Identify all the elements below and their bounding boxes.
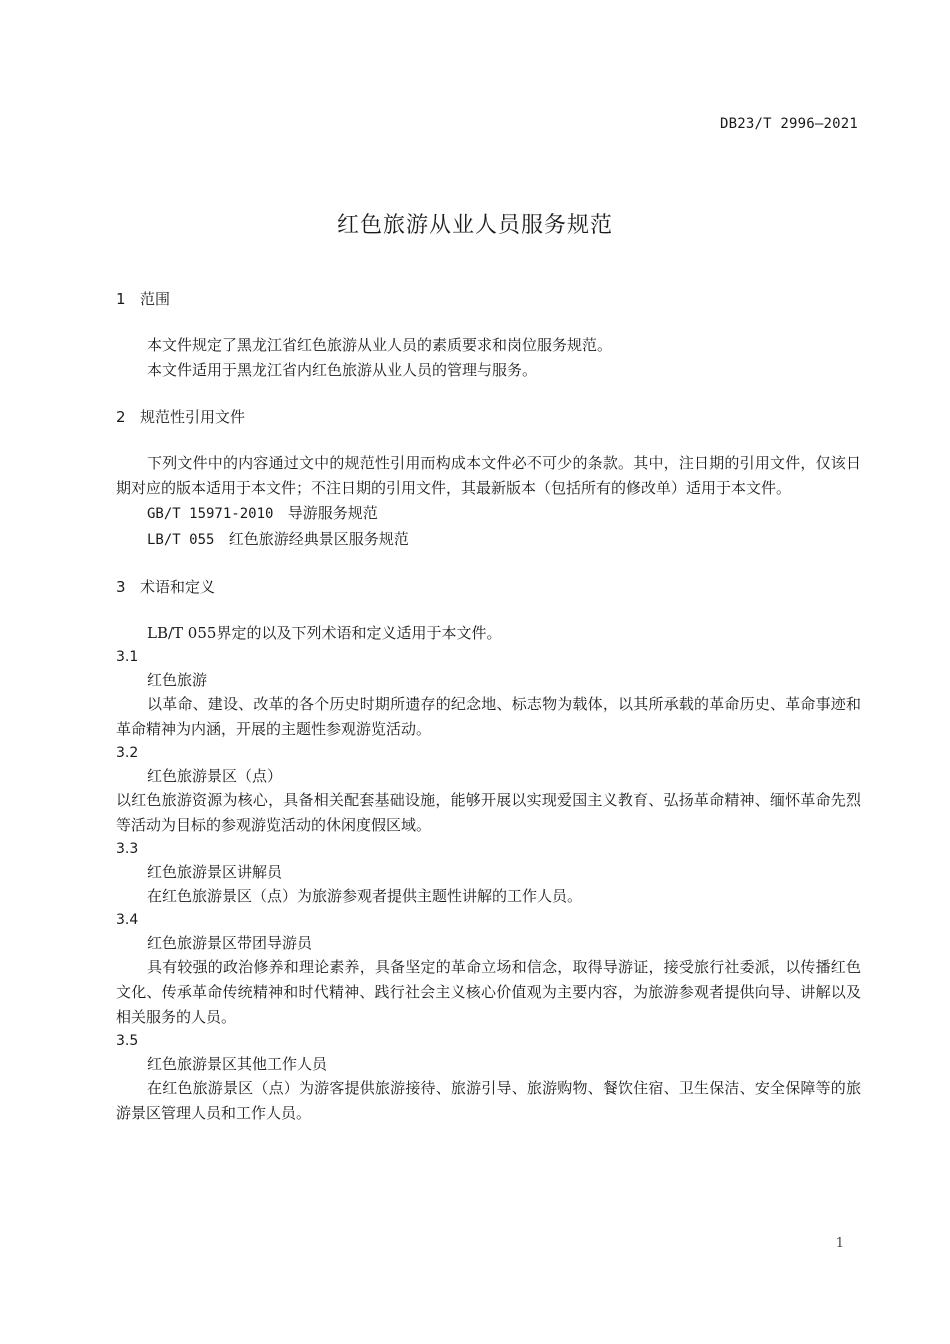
term-name: 红色旅游景区讲解员 <box>147 863 283 881</box>
term-definition: 以革命、建设、改革的各个历史时期所遗存的纪念地、标志物为载体，以其所承载的革命历史、革命事迹和革命精神为内涵，开展的主题性参观游览活动。 <box>116 695 861 738</box>
reference-name: 导游服务规范 <box>287 504 378 522</box>
document-title: 红色旅游从业人员服务规范 <box>336 213 613 238</box>
section-heading-normative-references <box>116 405 861 429</box>
reference-name: 红色旅游经典景区服务规范 <box>228 530 409 548</box>
document-body <box>116 287 861 1126</box>
section-heading-terms <box>116 575 861 599</box>
paragraph: LB/T 055界定的以及下列术语和定义适用于本文件。 <box>147 624 502 642</box>
reference-item <box>116 527 861 553</box>
term-number: 3.5 <box>116 1033 139 1049</box>
reference-code: LB/T 055 <box>147 532 215 548</box>
term-name: 红色旅游景区其他工作人员 <box>147 1055 328 1073</box>
term-definition: 具有较强的政治修养和理论素养，具备坚定的革命立场和信念，取得导游证，接受旅行社委派，以传播红色文化、传承革命传统精神和时代精神、践行社会主义核心价值观为主要内容，为旅游参观者提供向导、讲解以及相关服务的人员。 <box>116 958 861 1026</box>
section-number: 2 <box>116 408 126 426</box>
term-definition: 以红色旅游资源为核心，具备相关配套基础设施，能够开展以实现爱国主义教育、弘扬革命精神、缅怀革命先烈等活动为目标的参观游览活动的休闲度假区域。 <box>116 791 861 834</box>
term-number: 3.1 <box>116 649 139 665</box>
section-title: 术语和定义 <box>140 578 216 596</box>
term-number: 3.4 <box>116 912 139 928</box>
page-number: 1 <box>835 1236 844 1251</box>
paragraph: 本文件适用于黑龙江省内红色旅游从业人员的管理与服务。 <box>147 361 538 379</box>
section-number: 3 <box>116 578 126 596</box>
term-name: 红色旅游景区（点） <box>147 767 283 785</box>
section-title: 范围 <box>140 290 171 308</box>
paragraph: 本文件规定了黑龙江省红色旅游从业人员的素质要求和岗位服务规范。 <box>147 336 613 354</box>
reference-item <box>116 501 861 527</box>
section-number: 1 <box>116 290 126 308</box>
paragraph: 下列文件中的内容通过文中的规范性引用而构成本文件必不可少的条款。其中，注日期的引用文件，仅该日期对应的版本适用于本文件；不注日期的引用文件，其最新版本（包括所有的修改单）适用于本文件。 <box>116 454 861 497</box>
term-number: 3.2 <box>116 745 139 761</box>
term-number: 3.3 <box>116 841 139 857</box>
standard-code: DB23/T 2996—2021 <box>719 116 858 132</box>
reference-code: GB/T 15971-2010 <box>147 506 274 522</box>
section-title: 规范性引用文件 <box>140 408 246 426</box>
term-name: 红色旅游景区带团导游员 <box>147 934 313 952</box>
term-name: 红色旅游 <box>147 671 208 689</box>
term-definition: 在红色旅游景区（点）为游客提供旅游接待、旅游引导、旅游购物、餐饮住宿、卫生保洁、安全保障等的旅游景区管理人员和工作人员。 <box>116 1079 861 1122</box>
section-heading-scope <box>116 287 861 311</box>
term-definition: 在红色旅游景区（点）为旅游参观者提供主题性讲解的工作人员。 <box>147 887 583 905</box>
